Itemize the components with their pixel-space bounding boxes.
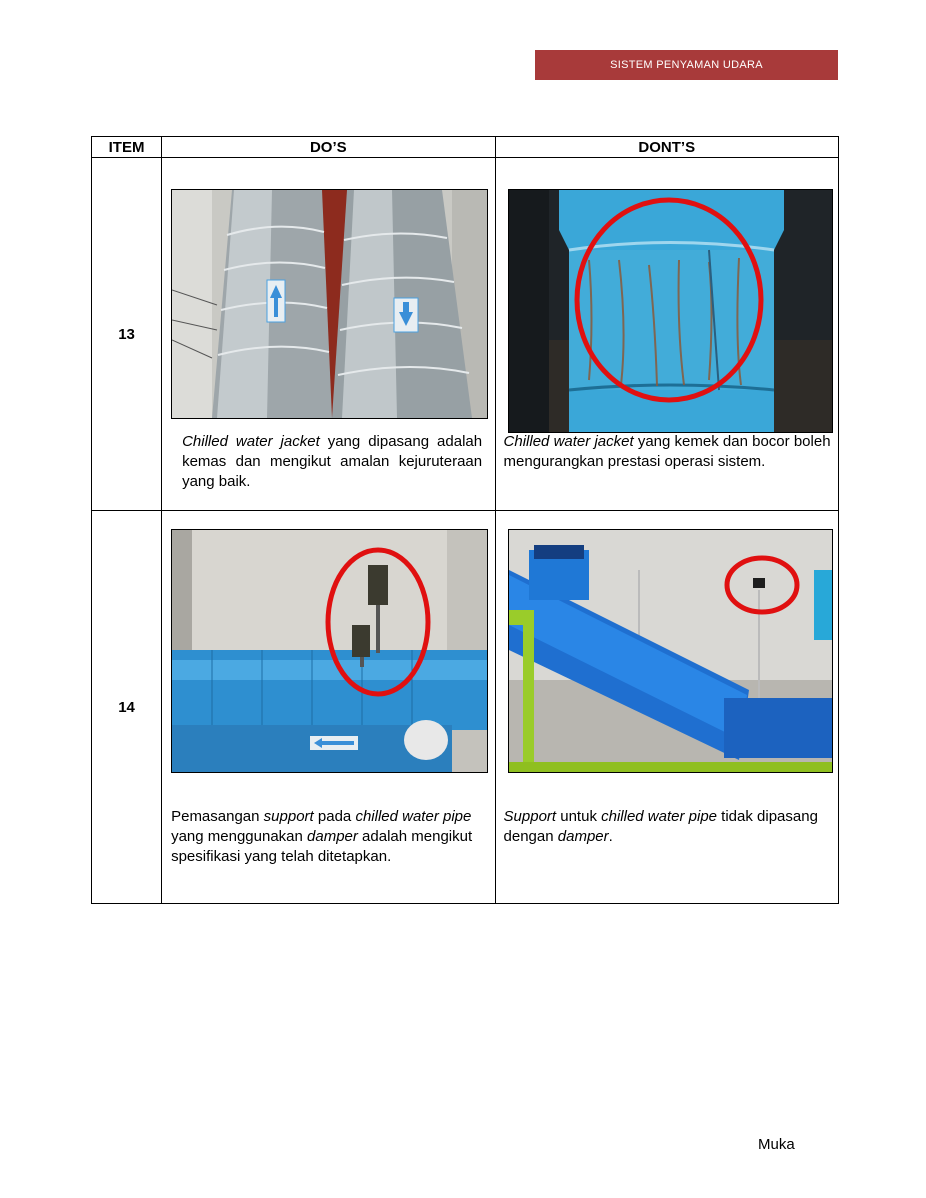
caption-text: Pemasangan — [171, 808, 264, 825]
dos-donts-table — [91, 136, 839, 904]
photo-pipe-jacket-good — [171, 189, 488, 419]
header-title: SISTEM PENYAMAN UDARA — [610, 59, 763, 71]
caption-italic: Chilled water jacket — [182, 433, 320, 450]
donts-caption — [504, 807, 831, 847]
donts-caption — [504, 432, 831, 472]
photo-pipe-support-bad — [508, 529, 833, 773]
photo-pipe-support-good — [171, 529, 488, 773]
donts-cell — [495, 158, 838, 511]
header-item: ITEM — [92, 137, 162, 158]
caption-text: yang menggunakan — [171, 828, 308, 845]
item-number: 14 — [92, 511, 162, 904]
dos-cell — [162, 158, 495, 511]
caption-italic: support — [263, 808, 314, 825]
caption-italic: Support — [503, 808, 557, 825]
donts-cell — [495, 511, 838, 904]
dos-caption — [171, 807, 486, 867]
dos-caption — [182, 432, 482, 492]
caption-text: pada — [313, 808, 356, 825]
caption-text: adalah mengikut spesifikasi yang telah ditetapkan. — [171, 828, 473, 865]
caption-italic: damper — [307, 828, 358, 845]
header-band — [535, 50, 838, 80]
header-donts: DONT’S — [495, 137, 838, 158]
caption-text: tidak dipasang dengan — [503, 808, 818, 845]
caption-text: untuk — [556, 808, 602, 825]
photo-pipe-jacket-damaged — [508, 189, 833, 433]
caption-italic: chilled water pipe — [355, 808, 472, 825]
caption-italic: Chilled water jacket — [503, 433, 634, 450]
table-row — [92, 511, 839, 904]
header-dos: DO’S — [162, 137, 495, 158]
table-header-row — [92, 137, 839, 158]
page-footer-label: Muka — [758, 1136, 795, 1153]
dos-cell — [162, 511, 495, 904]
table-row — [92, 158, 839, 511]
caption-text: yang kemek dan bocor boleh mengurangkan prestasi operasi sistem. — [503, 433, 831, 470]
item-number: 13 — [92, 158, 162, 511]
caption-italic: chilled water pipe — [601, 808, 718, 825]
caption-text: . — [608, 828, 613, 845]
caption-text: yang dipasang adalah kemas dan mengikut amalan kejuruteraan yang baik. — [182, 433, 483, 490]
caption-italic: damper — [557, 828, 609, 845]
